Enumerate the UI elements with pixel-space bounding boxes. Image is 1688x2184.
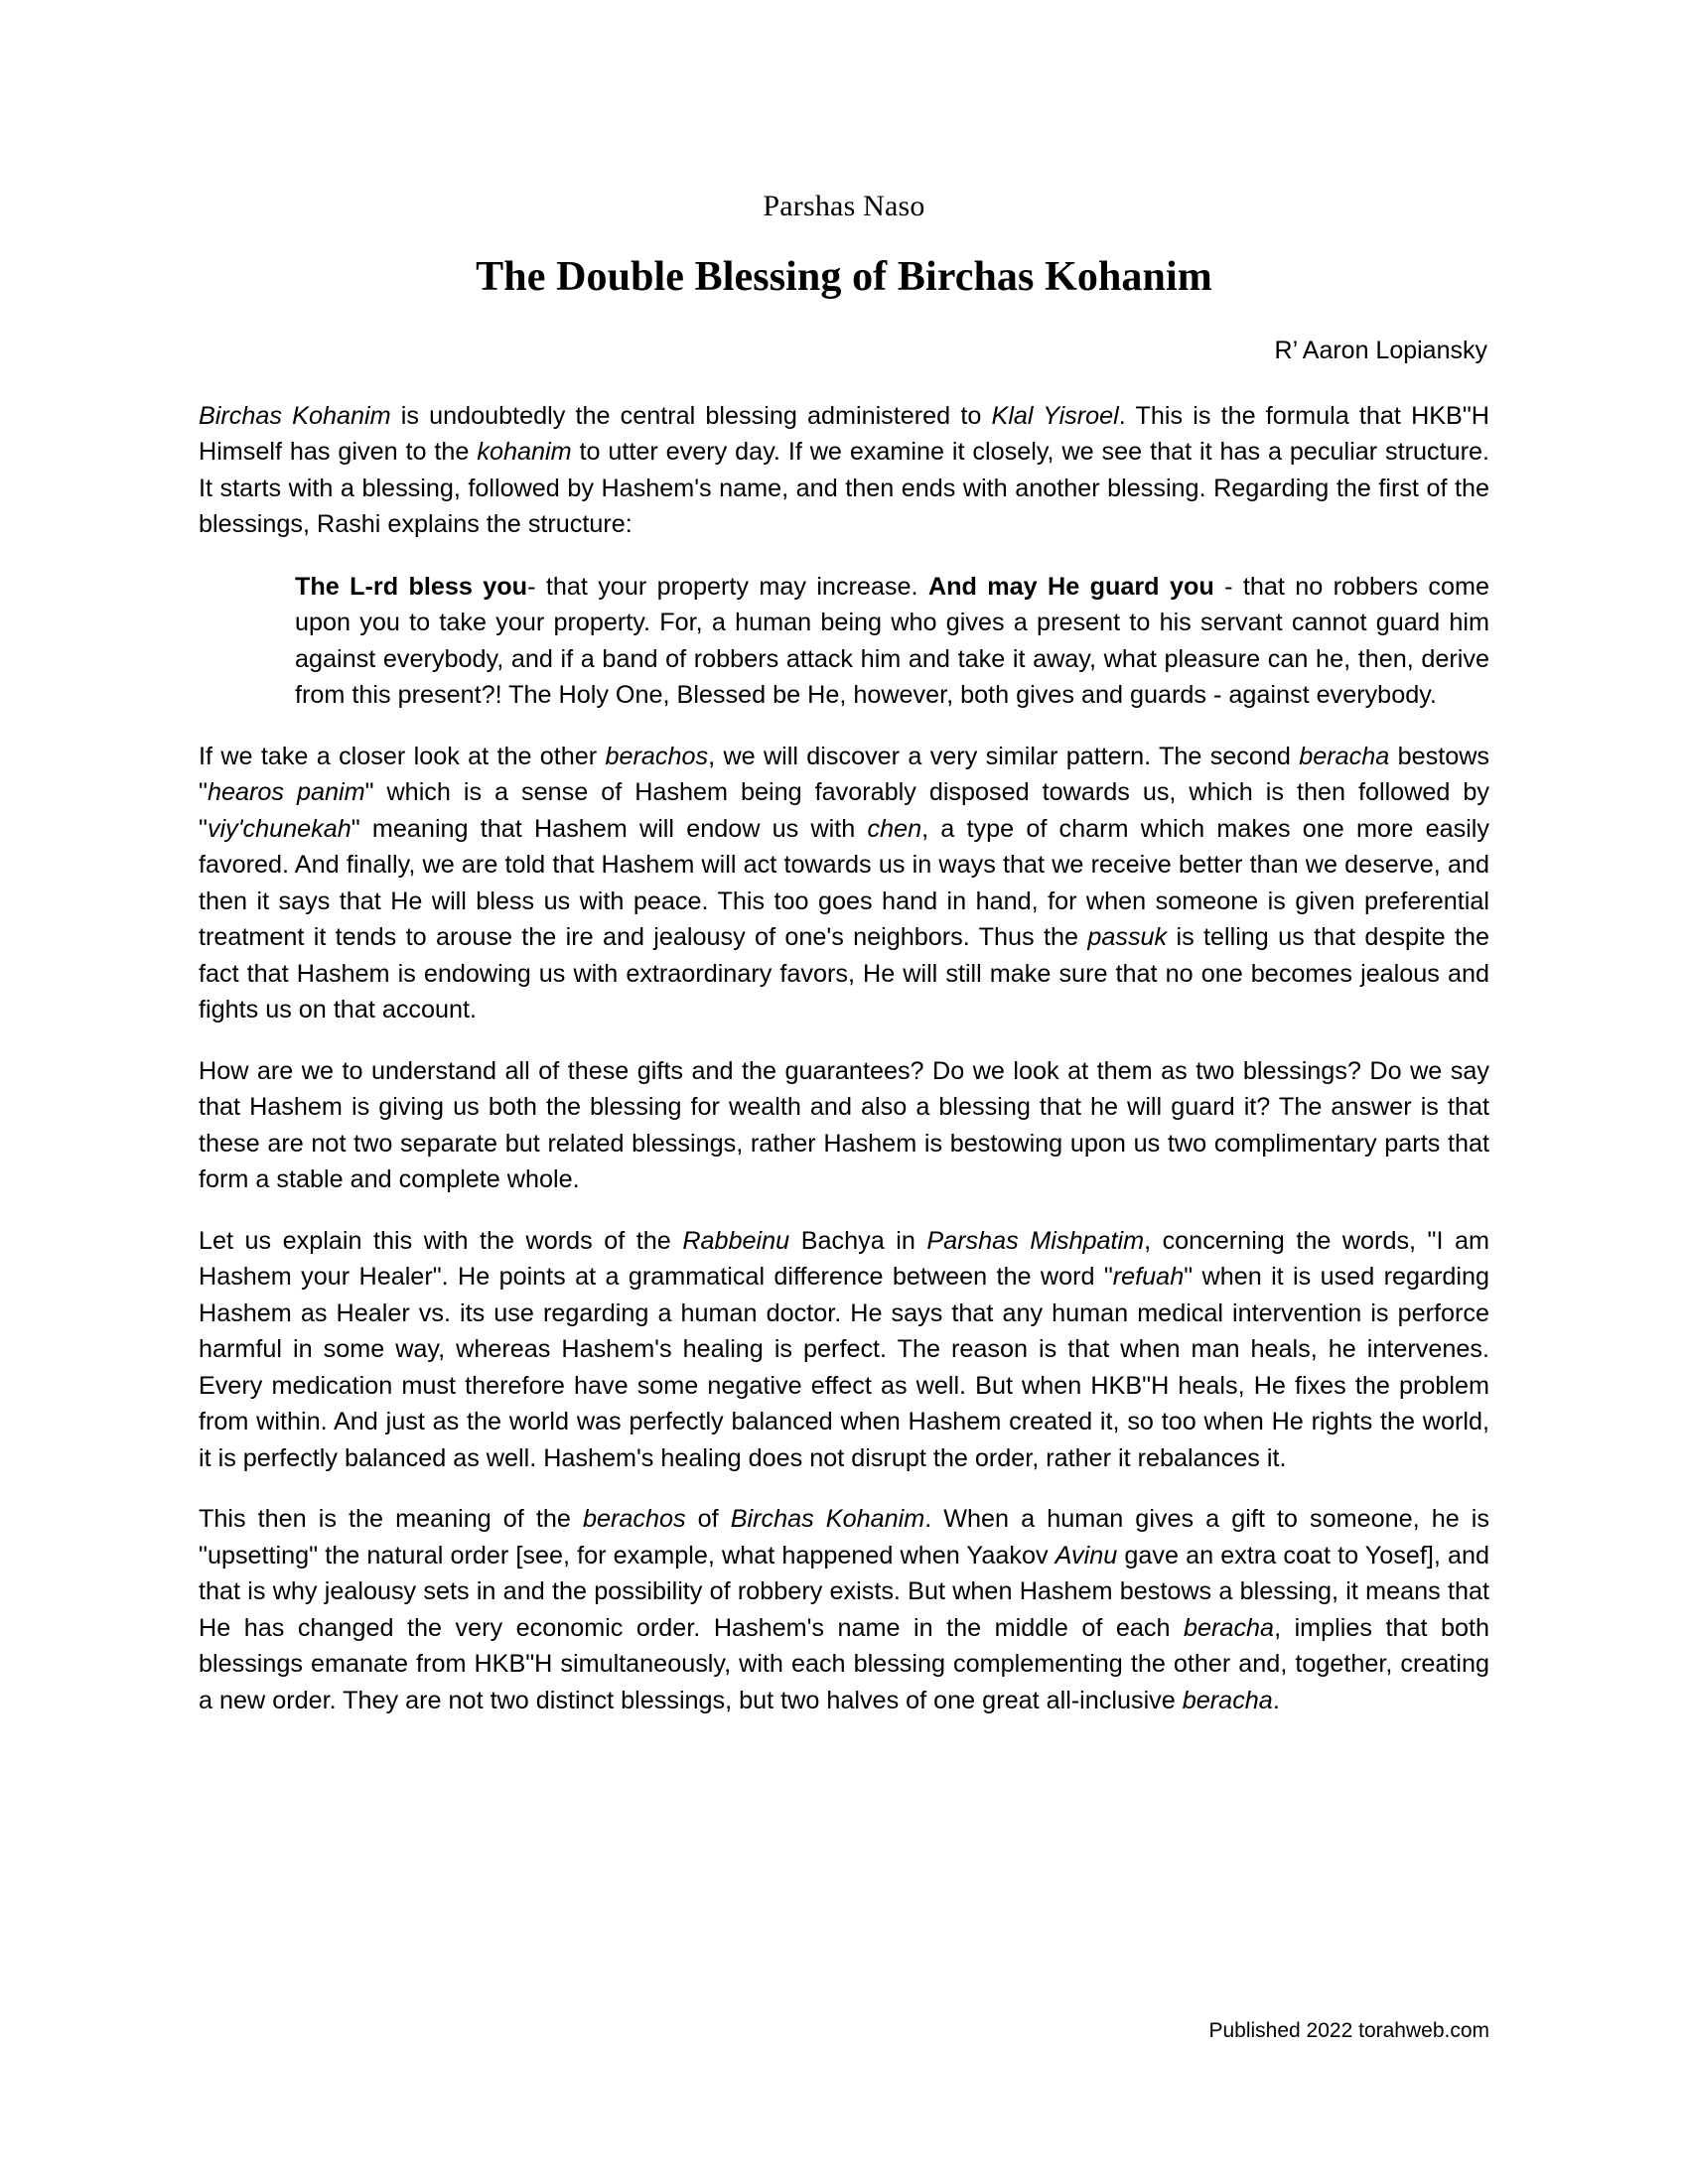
parsha-label: Parshas Naso: [763, 190, 925, 222]
p5-seg7: gave an extra coat to Yosef], and that is why jealousy sets in and the possibility of robbery exists. But when Hashem bestows a blessing, it means that He has changed the very economic order. Hashem's name in the middle of each: [199, 1541, 1490, 1642]
p4-seg3: Bachya in: [789, 1226, 927, 1255]
term-berachos: berachos: [605, 742, 709, 770]
paragraph-2: [199, 714, 1489, 1028]
rashi-quote-block: [199, 543, 1489, 714]
p4-seg7: " when it is used regarding Hashem as Healer vs. its use regarding a human doctor. He says that any human medical intervention is perforce harmful in some way, whereas Hashem's healing is perfect. The reason is that when man heals, he intervenes. Every medication must therefore have some negative effect as well. But when HKB"H heals, He fixes the problem from within. And just as the world was perfectly balanced when Hashem created it, so too when He rights the world, it is perfectly balanced as well. Hashem's healing does not disrupt the order, rather it rebalances it.: [199, 1263, 1489, 1472]
paragraph-5: [199, 1476, 1489, 1718]
term-chen: chen: [867, 814, 922, 843]
p2-seg3: , we will discover a very similar pattern. The second: [708, 742, 1300, 770]
p2-seg11: , a type of charm which makes one more easily favored. And finally, we are told that Hashem will act towards us in ways that we receive better than we deserve, and then it says that He will bless us with peace. This too goes hand in hand, for when someone is given preferential treatment it tends to arouse the ire and jealousy of one's neighbors. Thus the: [199, 814, 1489, 951]
term-beracha-2: beracha: [1184, 1613, 1275, 1642]
p2-seg13: is telling us that despite the fact that Hashem is endowing us with extraordinary favors, He will still make sure that no one becomes jealous and fights us on that account.: [199, 923, 1489, 1024]
term-kohanim: kohanim: [477, 438, 572, 466]
p2-seg7: " which is a sense of Hashem being favorably disposed towards us, which is then followed by ": [199, 778, 1489, 843]
paragraph-4: [199, 1198, 1489, 1477]
p2-seg1: If we take a closer look at the other: [199, 742, 606, 770]
term-berachos-2: berachos: [582, 1505, 686, 1533]
paragraph-3: How are we to understand all of these gifts and the guarantees? Do we look at them as two blessings? Do we say that Hashem is giving us both the blessing for wealth and also a blessing that he will guard it? The answer is that these are not two separate but related blessings, rather Hashem is bestowing upon us two complimentary parts that form a stable and complete whole.: [199, 1056, 1489, 1193]
term-birchas-kohanim: Birchas Kohanim: [199, 401, 391, 430]
p1-seg4: . This is the formula that HKB"H Himself has given to the: [199, 401, 1489, 466]
p5-seg9: , implies that both blessings emanate from HKB"H simultaneously, with each blessing complementing the other and, together, creating a new order. They are not two distinct blessings, but two halves of one great all-inclusive: [199, 1613, 1490, 1714]
page-footer: Published 2022 torahweb.com: [1208, 2019, 1489, 2042]
term-birchas-kohanim-2: Birchas Kohanim: [730, 1505, 925, 1533]
quote-bold-bless-you: The L-rd bless you: [295, 572, 528, 601]
term-hearos-panim: hearos panim: [207, 778, 365, 806]
term-viychunekah: viy'chunekah: [207, 814, 352, 843]
p2-seg9: " meaning that Hashem will endow us with: [351, 814, 868, 843]
term-rabbeinu: Rabbeinu: [682, 1226, 790, 1255]
rashi-quote-text: [295, 569, 1489, 714]
term-parshas-mishpatim: Parshas Mishpatim: [926, 1226, 1145, 1255]
p5-seg5: . When a human gives a gift to someone, he is "upsetting" the natural order [see, for example, what happened when Yaakov: [199, 1505, 1489, 1570]
p5-seg1: This then is the meaning of the: [199, 1505, 583, 1533]
p1-seg2: is undoubtedly the central blessing administered to: [390, 401, 992, 430]
term-avinu: Avinu: [1055, 1541, 1118, 1570]
term-beracha-3: beracha: [1182, 1686, 1273, 1714]
p1-seg6: to utter every day. If we examine it closely, we see that it has a peculiar structure. It starts with a blessing, followed by Hashem's name, and then ends with another blessing. Regarding the first of the blessings, Rashi explains the structure:: [199, 438, 1490, 538]
quote-seg2: - that your property may increase.: [527, 572, 928, 601]
page-title: The Double Blessing of Birchas Kohanim: [476, 254, 1212, 300]
term-beracha: beracha: [1299, 742, 1390, 770]
author-byline: R’ Aaron Lopiansky: [1274, 336, 1487, 364]
p4-seg1: Let us explain this with the words of the: [199, 1226, 683, 1255]
term-klal-yisroel: Klal Yisroel: [991, 401, 1119, 430]
p5-seg3: of: [685, 1505, 731, 1533]
quote-seg4: - that no robbers come upon you to take your property. For, a human being who gives a present to his servant cannot guard him against everybody, and if a band of robbers attack him and take it away, what pleasure can he, then, derive from this present?! The Holy One, Blessed be He, however, both gives and guards - against everybody.: [295, 572, 1490, 709]
paragraph-1: [199, 365, 1489, 543]
term-passuk: passuk: [1087, 923, 1168, 951]
p2-seg5: bestows ": [199, 742, 1489, 806]
term-refuah: refuah: [1112, 1263, 1185, 1291]
quote-bold-guard-you: And may He guard you: [927, 572, 1214, 601]
p4-seg5: , concerning the words, "I am Hashem your Healer". He points at a grammatical difference between the word ": [199, 1226, 1490, 1291]
p5-seg11: .: [1272, 1686, 1280, 1714]
document-content: [199, 0, 1489, 1718]
